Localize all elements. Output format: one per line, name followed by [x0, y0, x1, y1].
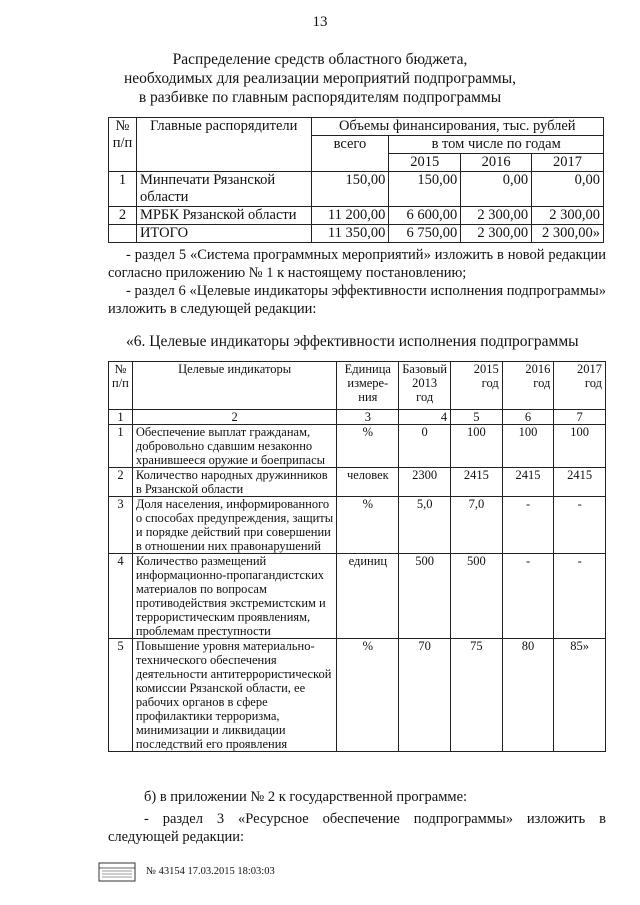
- cell-unit: единиц: [337, 554, 399, 639]
- cell-no: [109, 225, 137, 243]
- cell-2017: 2 300,00»: [532, 225, 604, 243]
- col-number: 2: [132, 410, 337, 425]
- header-funding-volume: Объемы финансирования, тыс. рублей: [311, 118, 603, 136]
- section-title: [60, 50, 580, 107]
- cell-no: 2: [109, 207, 137, 225]
- header-2017: 2017 год: [554, 362, 606, 410]
- header-total: всего: [311, 136, 389, 172]
- cell-total: 11 350,00: [311, 225, 389, 243]
- table-row: [109, 554, 606, 639]
- table-row: [109, 468, 606, 497]
- cell-no: 5: [109, 639, 133, 752]
- cell-2015: 6 750,00: [389, 225, 461, 243]
- cell-indicator: Повышение уровня материально-технического обеспечения деятельности антитеррористической комиссии Рязанской области, ее рабочих органов в сфере профилактики терроризма, минимизации и ликвидации последствий его проявления: [132, 639, 337, 752]
- paragraph-section6: - раздел 6 «Целевые индикаторы эффективности исполнения подпрограммы» изложить в следующей редакции:: [108, 283, 606, 317]
- cell-2015: 500: [451, 554, 503, 639]
- header-base-year: Базовый 2013 год: [399, 362, 451, 410]
- cell-no: 3: [109, 497, 133, 554]
- cell-no: 4: [109, 554, 133, 639]
- cell-base: 2300: [399, 468, 451, 497]
- cell-no: 1: [109, 425, 133, 468]
- cell-2016: 2 300,00: [461, 225, 532, 243]
- paragraph-appendix2: б) в приложении № 2 к государственной программе:: [144, 789, 468, 805]
- cell-indicator: Количество народных дружинников в Рязанской области: [132, 468, 337, 497]
- section6-heading: «6. Целевые индикаторы эффективности исполнения подпрограммы: [126, 333, 579, 350]
- cell-base: 500: [399, 554, 451, 639]
- col-number: 1: [109, 410, 133, 425]
- cell-2015: 6 600,00: [389, 207, 461, 225]
- header-no: № п/п: [109, 118, 137, 172]
- col-number: 7: [554, 410, 606, 425]
- cell-unit: %: [337, 497, 399, 554]
- table-header-row: [109, 362, 606, 410]
- table-row: [109, 639, 606, 752]
- cell-unit: %: [337, 639, 399, 752]
- paragraph-section5: - раздел 5 «Система программных мероприятий» изложить в новой редакции согласно приложению № 1 к настоящему постановлению;: [108, 247, 606, 281]
- cell-name: Минпечати Рязанской области: [136, 172, 311, 207]
- cell-2017: -: [554, 554, 606, 639]
- cell-2016: 0,00: [461, 172, 532, 207]
- cell-no: 1: [109, 172, 137, 207]
- cell-unit: %: [337, 425, 399, 468]
- title-line: необходимых для реализации мероприятий подпрограммы,: [123, 70, 517, 87]
- cell-no: 2: [109, 468, 133, 497]
- header-year: 2016: [461, 154, 532, 172]
- cell-name: ИТОГО: [136, 225, 311, 243]
- cell-2017: 2415: [554, 468, 606, 497]
- document-stamp-icon: [98, 862, 136, 882]
- table-row: [109, 497, 606, 554]
- cell-2016: -: [502, 497, 554, 554]
- page-number: 13: [312, 14, 328, 30]
- cell-2015: 2415: [451, 468, 503, 497]
- header-unit: Единица измере-ния: [337, 362, 399, 410]
- cell-2017: 2 300,00: [532, 207, 604, 225]
- indicators-table: [108, 361, 606, 752]
- table-row: [109, 172, 604, 207]
- header-year: 2015: [389, 154, 461, 172]
- cell-total: 11 200,00: [311, 207, 389, 225]
- cell-2016: 100: [502, 425, 554, 468]
- title-line: Распределение средств областного бюджета,: [172, 51, 468, 68]
- cell-indicator: Обеспечение выплат гражданам, добровольно сдавшим незаконно хранившееся оружие и боеприпасы: [132, 425, 337, 468]
- header-no: № п/п: [109, 362, 133, 410]
- cell-2017: -: [554, 497, 606, 554]
- cell-2017: 85»: [554, 639, 606, 752]
- cell-2016: 80: [502, 639, 554, 752]
- cell-2016: 2415: [502, 468, 554, 497]
- cell-indicator: Доля населения, информированного о способах предупреждения, защиты и порядке действий при совершении в отношении них правонарушений: [132, 497, 337, 554]
- funding-table: [108, 117, 604, 243]
- table-row: [109, 425, 606, 468]
- col-number: 5: [451, 410, 503, 425]
- cell-2017: 100: [554, 425, 606, 468]
- title-line: в разбивке по главным распорядителям подпрограммы: [138, 89, 502, 106]
- table-row: [109, 207, 604, 225]
- column-number-row: [109, 410, 606, 425]
- cell-2016: -: [502, 554, 554, 639]
- col-number: 4: [399, 410, 451, 425]
- cell-indicator: Количество размещений информационно-пропагандистских материалов по вопросам противодействия экстремистским и террористическим проявлениям, проблемам преступности: [132, 554, 337, 639]
- registration-footer: № 43154 17.03.2015 18:03:03: [146, 866, 275, 877]
- cell-name: МРБК Рязанской области: [136, 207, 311, 225]
- header-2015: 2015 год: [451, 362, 503, 410]
- header-2016: 2016 год: [502, 362, 554, 410]
- table-row-total: [109, 225, 604, 243]
- cell-2015: 7,0: [451, 497, 503, 554]
- cell-2015: 150,00: [389, 172, 461, 207]
- col-number: 6: [502, 410, 554, 425]
- cell-base: 0: [399, 425, 451, 468]
- cell-unit: человек: [337, 468, 399, 497]
- header-year: 2017: [532, 154, 604, 172]
- paragraph-section3: - раздел 3 «Ресурсное обеспечение подпрограммы» изложить в следующей редакции:: [108, 811, 606, 845]
- cell-base: 5,0: [399, 497, 451, 554]
- header-indicators: Целевые индикаторы: [132, 362, 337, 410]
- cell-2016: 2 300,00: [461, 207, 532, 225]
- cell-2015: 75: [451, 639, 503, 752]
- cell-2017: 0,00: [532, 172, 604, 207]
- cell-base: 70: [399, 639, 451, 752]
- header-main-distributors: Главные распорядители: [136, 118, 311, 172]
- header-by-year: в том числе по годам: [389, 136, 604, 154]
- cell-total: 150,00: [311, 172, 389, 207]
- table-header-row: [109, 118, 604, 136]
- cell-2015: 100: [451, 425, 503, 468]
- col-number: 3: [337, 410, 399, 425]
